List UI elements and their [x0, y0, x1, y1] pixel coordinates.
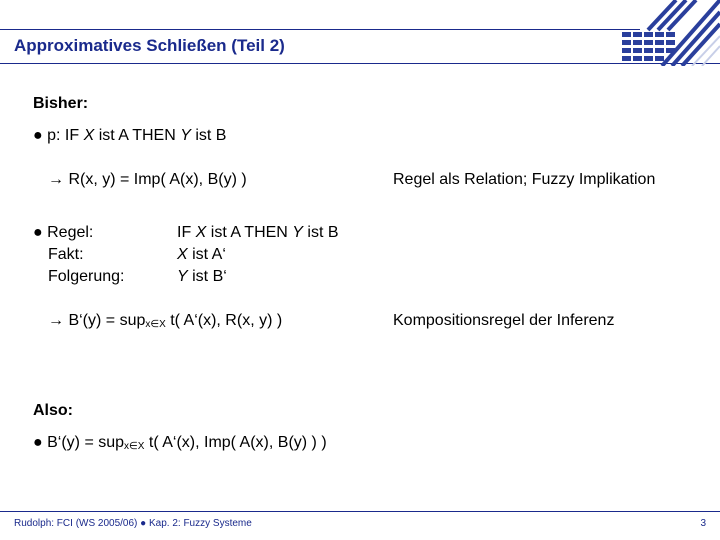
final-formula-post: t( A‘(x), Imp( A(x), B(y) ) ) — [144, 434, 327, 451]
header-bottom-rule — [0, 63, 720, 64]
regel-text — [177, 224, 339, 242]
rule-p-prefix: p: IF — [47, 127, 84, 144]
folgerung-y: Y — [177, 268, 188, 285]
page-number: 3 — [700, 518, 706, 529]
label-regel-text: Regel: — [47, 224, 94, 241]
relation-formula: → R(x, y) = Imp( A(x), B(y) ) — [48, 171, 247, 188]
relation-note: Regel als Relation; Fuzzy Implikation — [393, 171, 656, 188]
folgerung-rest: ist B‘ — [187, 268, 227, 285]
university-logo-icon — [618, 0, 720, 66]
regel-rest: ist A THEN — [206, 224, 293, 241]
footer-rule — [0, 511, 720, 512]
composition-formula — [48, 312, 282, 330]
header-top-rule — [0, 29, 640, 30]
rule-p-end: ist B — [190, 127, 227, 144]
rule-p — [33, 127, 226, 145]
bullet: ● — [33, 127, 43, 144]
final-formula — [33, 434, 327, 452]
final-formula-pre: B‘(y) = sup — [47, 434, 125, 451]
bullet: ● — [33, 434, 43, 451]
section-heading-also: Also: — [33, 402, 73, 419]
final-formula-sub: x∈X — [124, 441, 145, 452]
page-title: Approximatives Schließen (Teil 2) — [14, 36, 285, 55]
label-folgerung: Folgerung: — [48, 268, 125, 285]
label-regel — [33, 224, 93, 242]
bullet: ● — [33, 224, 43, 241]
section-heading-bisher: Bisher: — [33, 95, 89, 112]
rule-p-mid: ist A THEN — [94, 127, 181, 144]
regel-y: Y — [292, 224, 303, 241]
fakt-rest: ist A‘ — [187, 246, 226, 263]
fakt-text — [177, 246, 226, 264]
regel-if: IF X — [177, 224, 207, 241]
rule-p-y: Y — [180, 127, 191, 144]
folgerung-text — [177, 268, 227, 286]
footer-text: Rudolph: FCI (WS 2005/06) ● Kap. 2: Fuzzy Systeme — [14, 518, 252, 529]
composition-pre: → B‘(y) = sup — [48, 312, 146, 329]
rule-p-x: X — [83, 127, 95, 144]
regel-end: ist B — [302, 224, 339, 241]
label-fakt: Fakt: — [48, 246, 84, 263]
composition-sub: x∈X — [145, 319, 166, 330]
composition-note: Kompositionsregel der Inferenz — [393, 312, 615, 329]
composition-post: t( A‘(x), R(x, y) ) — [165, 312, 283, 329]
fakt-x: X — [177, 246, 188, 263]
